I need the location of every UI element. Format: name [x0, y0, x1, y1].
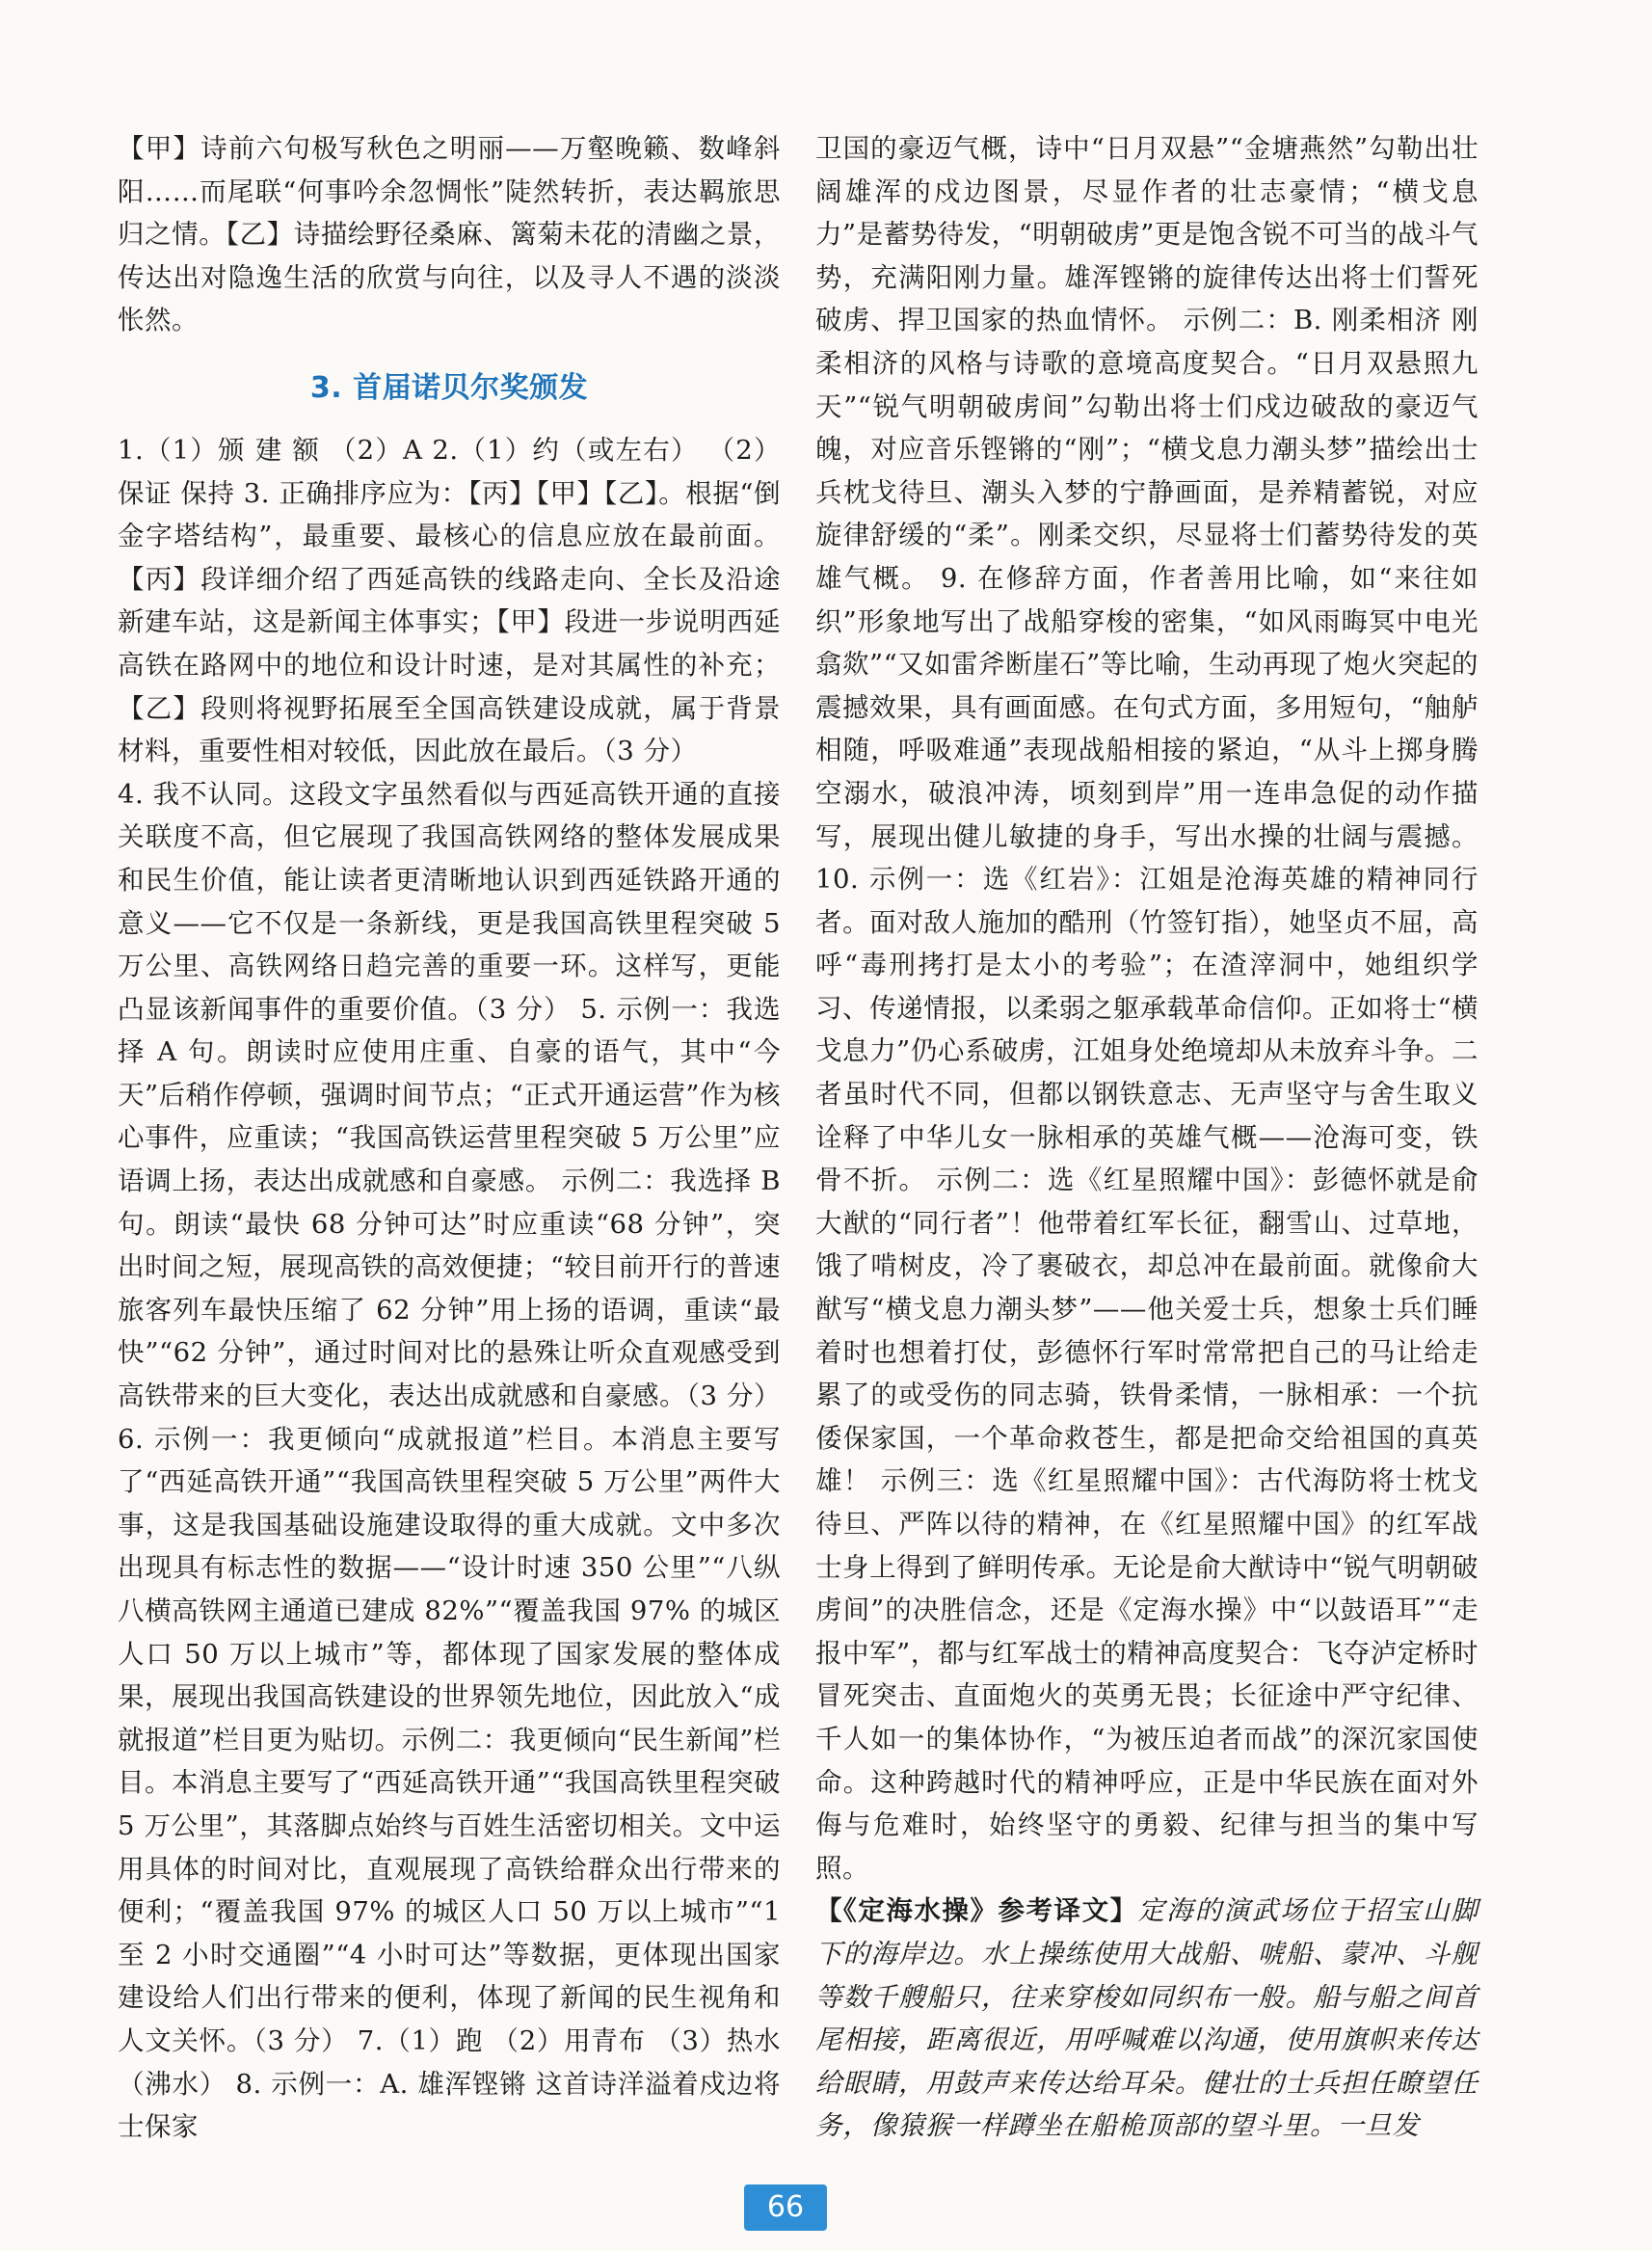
right-column	[815, 127, 1479, 2148]
answers-4-8: 4. 我不认同。这段文字虽然看似与西延高铁开通的直接关联度不高，但它展现了我国高铁网络的整体发展成果和民生价值，能让读者更清晰地认识到西延铁路开通的意义——它不仅是一条新线，更是我国高铁里程突破 5 万公里、高铁网络日趋完善的重要一环。这样写，更能凸显该新闻事件的重要价值。（3 分） 5. 示例一：我选择 A 句。朗读时应使用庄重、自豪的语气，其中“今天”后稍作停顿，强调时间节点；“正式开通运营”作为核心事件，应重读；“我国高铁运营里程突破 5 万公里”应语调上扬，表达出成就感和自豪感。 示例二：我选择 B 句。朗读“最快 68 分钟可达”时应重读“68 分钟”，突出时间之短，展现高铁的高效便捷；“较目前开行的普速旅客列车最快压缩了 62 分钟”用上扬的语调，重读“最快”“62 分钟”，通过时间对比的悬殊让听众直观感受到高铁带来的巨大变化，表达出成就感和自豪感。（3 分） 6. 示例一：我更倾向“成就报道”栏目。本消息主要写了“西延高铁开通”“我国高铁里程突破 5 万公里”两件大事，这是我国基础设施建设取得的重大成就。文中多次出现具有标志性的数据——“设计时速 350 公里”“八纵八横高铁网主通道已建成 82%”“覆盖我国 97% 的城区人口 50 万以上城市”等，都体现了国家发展的整体成果，展现出我国高铁建设的世界领先地位，因此放入“成就报道”栏目更为贴切。示例二：我更倾向“民生新闻”栏目。本消息主要写了“西延高铁开通”“我国高铁里程突破 5 万公里”，其落脚点始终与百姓生活密切相关。文中运用具体的时间对比，直观展现了高铁给群众出行带来的便利；“覆盖我国 97% 的城区人口 50 万以上城市”“1 至 2 小时交通圈”“4 小时可达”等数据，更体现出国家建设给人们出行带来的便利，体现了新闻的民生视角和人文关怀。（3 分） 7.（1）跑 （2）用青布 （3）热水（沸水） 8. 示例一：A. 雄浑铿锵 这首诗洋溢着戍边将士保家	[118, 778, 781, 2143]
reference-body: 定海的演武场位于招宝山脚下的海岸边。水上操练使用大战船、唬船、蒙冲、斗舰等数千艘船只，往来穿梭如同织布一般。船与船之间首尾相接，距离很近，用呼喊难以沟通，使用旗帜来传达给眼睛，用鼓声来传达给耳朵。健壮的士兵担任瞭望任务，像猿猴一样蹲坐在船桅顶部的望斗里。一旦发	[815, 1895, 1479, 2142]
reference-title: 【《定海水操》参考译文】	[815, 1895, 1138, 1927]
section-title: 3. 首届诺贝尔奖颁发	[309, 370, 589, 405]
answers-1-3: 1.（1）颁 建 额 （2）A 2.（1）约（或左右） （2）保证 保持 3. 正确排序应为：【丙】【甲】【乙】。根据“倒金字塔结构”，最重要、最核心的信息应放在最前面。【丙】段详细介绍了西延高铁的线路走向、全长及沿途新建车站，这是新闻主体事实；【甲】段进一步说明西延高铁在路网中的地位和设计时速，是对其属性的补充；【乙】段则将视野拓展至全国高铁建设成就，属于背景材料，重要性相对较低，因此放在最后。（3 分）	[118, 434, 781, 767]
intro-paragraph: 【甲】诗前六句极写秋色之明丽——万壑晚籁、数峰斜阳……而尾联“何事吟余忽惆怅”陡然转折，表达羁旅思归之情。【乙】诗描绘野径桑麻、篱菊未花的清幽之景，传达出对隐逸生活的欣赏与向往，以及寻人不遇的淡淡怅然。	[118, 133, 781, 336]
reference-translation	[815, 1889, 1479, 2148]
answers-8-10: 卫国的豪迈气概，诗中“日月双悬”“金塘燕然”勾勒出壮阔雄浑的戍边图景，尽显作者的壮志豪情；“横戈息力”是蓄势待发，“明朝破虏”更是饱含锐不可当的战斗气势，充满阳刚力量。雄浑铿锵的旋律传达出将士们誓死破虏、捍卫国家的热血情怀。 示例二：B. 刚柔相济 刚柔相济的风格与诗歌的意境高度契合。“日月双悬照九天”“锐气明朝破虏间”勾勒出将士们戍边破敌的豪迈气魄，对应音乐铿锵的“刚”；“横戈息力潮头梦”描绘出士兵枕戈待旦、潮头入梦的宁静画面，是养精蓄锐，对应旋律舒缓的“柔”。刚柔交织，尽显将士们蓄势待发的英雄气概。 9. 在修辞方面，作者善用比喻，如“来往如织”形象地写出了战船穿梭的密集，“如风雨晦冥中电光翕欻”“又如雷斧断崖石”等比喻，生动再现了炮火突起的震撼效果，具有画面感。在句式方面，多用短句，“舳舻相随，呼吸难通”表现战船相接的紧迫，“从斗上掷身腾空溺水，破浪冲涛，顷刻到岸”用一连串急促的动作描写，展现出健儿敏捷的身手，写出水操的壮阔与震撼。 10. 示例一：选《红岩》：江姐是沧海英雄的精神同行者。面对敌人施加的酷刑（竹签钉指），她坚贞不屈，高呼“毒刑拷打是太小的考验”；在渣滓洞中，她组织学习、传递情报，以柔弱之躯承载革命信仰。正如将士“横戈息力”仍心系破虏，江姐身处绝境却从未放弃斗争。二者虽时代不同，但都以钢铁意志、无声坚守与舍生取义诠释了中华儿女一脉相承的英雄气概——沧海可变，铁骨不折。 示例二：选《红星照耀中国》：彭德怀就是俞大猷的“同行者”！他带着红军长征，翻雪山、过草地，饿了啃树皮，冷了裹破衣，却总冲在最前面。就像俞大猷写“横戈息力潮头梦”——他关爱士兵，想象士兵们睡着时也想着打仗，彭德怀行军时常常把自己的马让给走累了的或受伤的同志骑，铁骨柔情，一脉相承：一个抗倭保家国，一个革命救苍生，都是把命交给祖国的真英雄！ 示例三：选《红星照耀中国》：古代海防将士枕戈待旦、严阵以待的精神，在《红星照耀中国》的红军战士身上得到了鲜明传承。无论是俞大猷诗中“锐气明朝破虏间”的决胜信念，还是《定海水操》中“以鼓语耳”“走报中军”，都与红军战士的精神高度契合：飞夺泸定桥时冒死突击、直面炮火的英勇无畏；长征途中严守纪律、千人如一的集体协作，“为被压迫者而战”的深沉家国使命。这种跨越时代的精神呼应，正是中华民族在面对外侮与危难时，始终坚守的勇毅、纪律与担当的集中写照。	[815, 133, 1479, 1884]
page-number: 66	[744, 2184, 827, 2231]
left-column	[118, 127, 781, 2149]
